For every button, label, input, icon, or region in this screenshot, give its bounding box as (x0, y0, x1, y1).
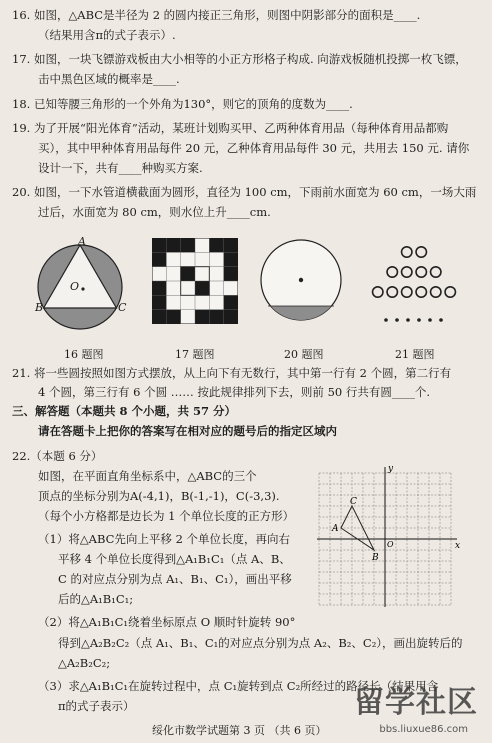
q17-line1: 17. 如图，一块飞镖游戏板由大小相等的小正方形格子构成. 向游戏板随机投掷一枚飞镖， (12, 52, 467, 66)
dartboard-black-cell (152, 238, 166, 252)
figure-21 (364, 240, 464, 330)
page-footer: 绥化市数学试题第 3 页 （共 6 页） (152, 724, 327, 737)
dartboard-black-cell (152, 252, 166, 266)
q22-s1b: 平移 4 个单位长度得到△A₁B₁C₁（点 A、B、 (58, 552, 291, 566)
pattern-circle (416, 247, 426, 257)
pattern-circle (445, 287, 455, 297)
q16-line2: （结果用含π的式子表示）. (38, 28, 176, 42)
q22-p2: 顶点的坐标分别为A(-4,1)，B(-1,-1)，C(-3,3). (38, 489, 280, 503)
dartboard-black-cell (224, 267, 238, 281)
q20-line2: 过后，水面宽为 80 cm，则水位上升____cm. (38, 205, 271, 219)
dartboard-black-cell (209, 238, 223, 252)
fig16-caption: 16 题图 (64, 348, 104, 361)
q19-line2: 买），其中甲种体育用品每件 20 元，乙种体育用品每件 30 元，共用去 150 元. 请你 (38, 141, 470, 155)
watermark-url: bbs.liuxue86.com (379, 724, 468, 735)
grid-x-label: x (455, 541, 461, 551)
q22-s2b: 得到△A₂B₂C₂（点 A₁、B₁、C₁的对应点分别为点 A₂、B₂、C₂），画出旋转后的 (58, 636, 463, 650)
fig16-label-o: O (70, 280, 80, 293)
continuation-dot (439, 318, 443, 322)
q22-s1c: C 的对应点分别为点 A₁、B₁、C₁），画出平移 (58, 572, 292, 586)
pattern-circle (416, 267, 426, 277)
continuation-dot (417, 318, 421, 322)
fig16-label-b: B (35, 301, 44, 314)
pattern-circle (416, 287, 426, 297)
continuation-dot (384, 318, 388, 322)
q22-p1: 如图，在平面直角坐标系中，△ABC的三个 (38, 469, 257, 483)
pattern-circle (387, 267, 397, 277)
pattern-circle (387, 287, 397, 297)
q19-line1: 19. 为了开展“阳光体育”活动，某班计划购买甲、乙两种体育用品（每种体育用品都购 (12, 121, 449, 135)
dartboard-black-cell (224, 310, 238, 324)
q22-p3: （每个小方格都是边长为 1 个单位长度的正方形） (38, 509, 295, 523)
q16-line1: 16. 如图，△ABC是半径为 2 的圆内接正三角形，则图中阴影部分的面积是____. (12, 8, 421, 22)
fig16-label-c: C (118, 301, 127, 314)
dartboard-black-cell (224, 238, 238, 252)
q20-line1: 20. 如图，一下水管道横截面为圆形，直径为 100 cm，下雨前水面宽为 60 cm，一场大雨 (12, 185, 477, 199)
q22-s1a: （1）将△ABC先向上平移 2 个单位长度，再向右 (38, 532, 291, 546)
fig16-label-a: A (78, 235, 86, 248)
q22-title: 22.（本题 6 分） (12, 449, 103, 463)
dartboard-black-cell (209, 310, 223, 324)
dartboard-black-cell (195, 281, 209, 295)
dartboard-black-cell (195, 310, 209, 324)
fig20-caption: 20 题图 (284, 348, 324, 361)
pattern-circle (373, 287, 383, 297)
q22-s2a: （2）将△A₁B₁C₁绕着坐标原点 O 顺时针旋转 90° (38, 615, 296, 629)
pattern-circle (402, 247, 412, 257)
q22-s1d: 后的△A₁B₁C₁; (58, 592, 134, 606)
pattern-circle (402, 287, 412, 297)
continuation-dot (395, 318, 399, 322)
dartboard-black-cell (152, 281, 166, 295)
dartboard-black-cell (152, 310, 166, 324)
section3-heading: 三、解答题（本题共 8 个小题，共 57 分） (12, 404, 237, 418)
dartboard-black-cell (224, 295, 238, 309)
watermark-logo: 留学社区 (354, 685, 478, 720)
pattern-circle (431, 267, 441, 277)
q21-line2: 4 个圆，第三行有 6 个圆 …… 按此规律排列下去，则前 50 行共有圆____个. (38, 385, 431, 399)
dartboard-black-cell (166, 238, 180, 252)
figure-17 (152, 238, 238, 324)
coordinate-grid (306, 465, 464, 613)
grid-origin-label: O (387, 540, 394, 549)
grid-y-label: y (388, 465, 394, 474)
dartboard-black-cell (181, 267, 195, 281)
grid-point-b-label: B (372, 553, 379, 563)
q22-s3a: （3）求△A₁B₁C₁在旋转过程中，点 C₁旋转到点 C₂所经过的路径长（结果用含 (38, 679, 439, 693)
continuation-dot (428, 318, 432, 322)
continuation-dot (406, 318, 410, 322)
q18-line1: 18. 已知等腰三角形的一个外角为130°，则它的顶角的度数为____. (12, 97, 353, 111)
q22-s2c: △A₂B₂C₂; (58, 656, 111, 670)
dartboard-black-cell (166, 310, 180, 324)
q22-s3b: π的式子表示） (58, 699, 135, 713)
q21-line1: 21. 将一些圆按照如图方式摆放，从上向下有无数行，其中第一行有 2 个圆，第二行有 (12, 366, 452, 380)
section3-notice: 请在答题卡上把你的答案写在相对应的题号后的指定区域内 (38, 424, 337, 438)
pattern-circle (431, 287, 441, 297)
grid-point-a-label: A (332, 524, 339, 534)
figure-20 (258, 236, 344, 326)
q17-line2: 击中黑色区域的概率是____. (38, 72, 180, 86)
fig21-caption: 21 题图 (395, 348, 435, 361)
dartboard-black-cell (152, 295, 166, 309)
dartboard-black-cell (181, 238, 195, 252)
dartboard-black-cell (224, 252, 238, 266)
q19-line3: 设计一下，共有____种购买方案. (38, 161, 203, 175)
grid-point-c-label: C (350, 497, 357, 507)
fig17-caption: 17 题图 (175, 348, 215, 361)
pattern-circle (402, 267, 412, 277)
